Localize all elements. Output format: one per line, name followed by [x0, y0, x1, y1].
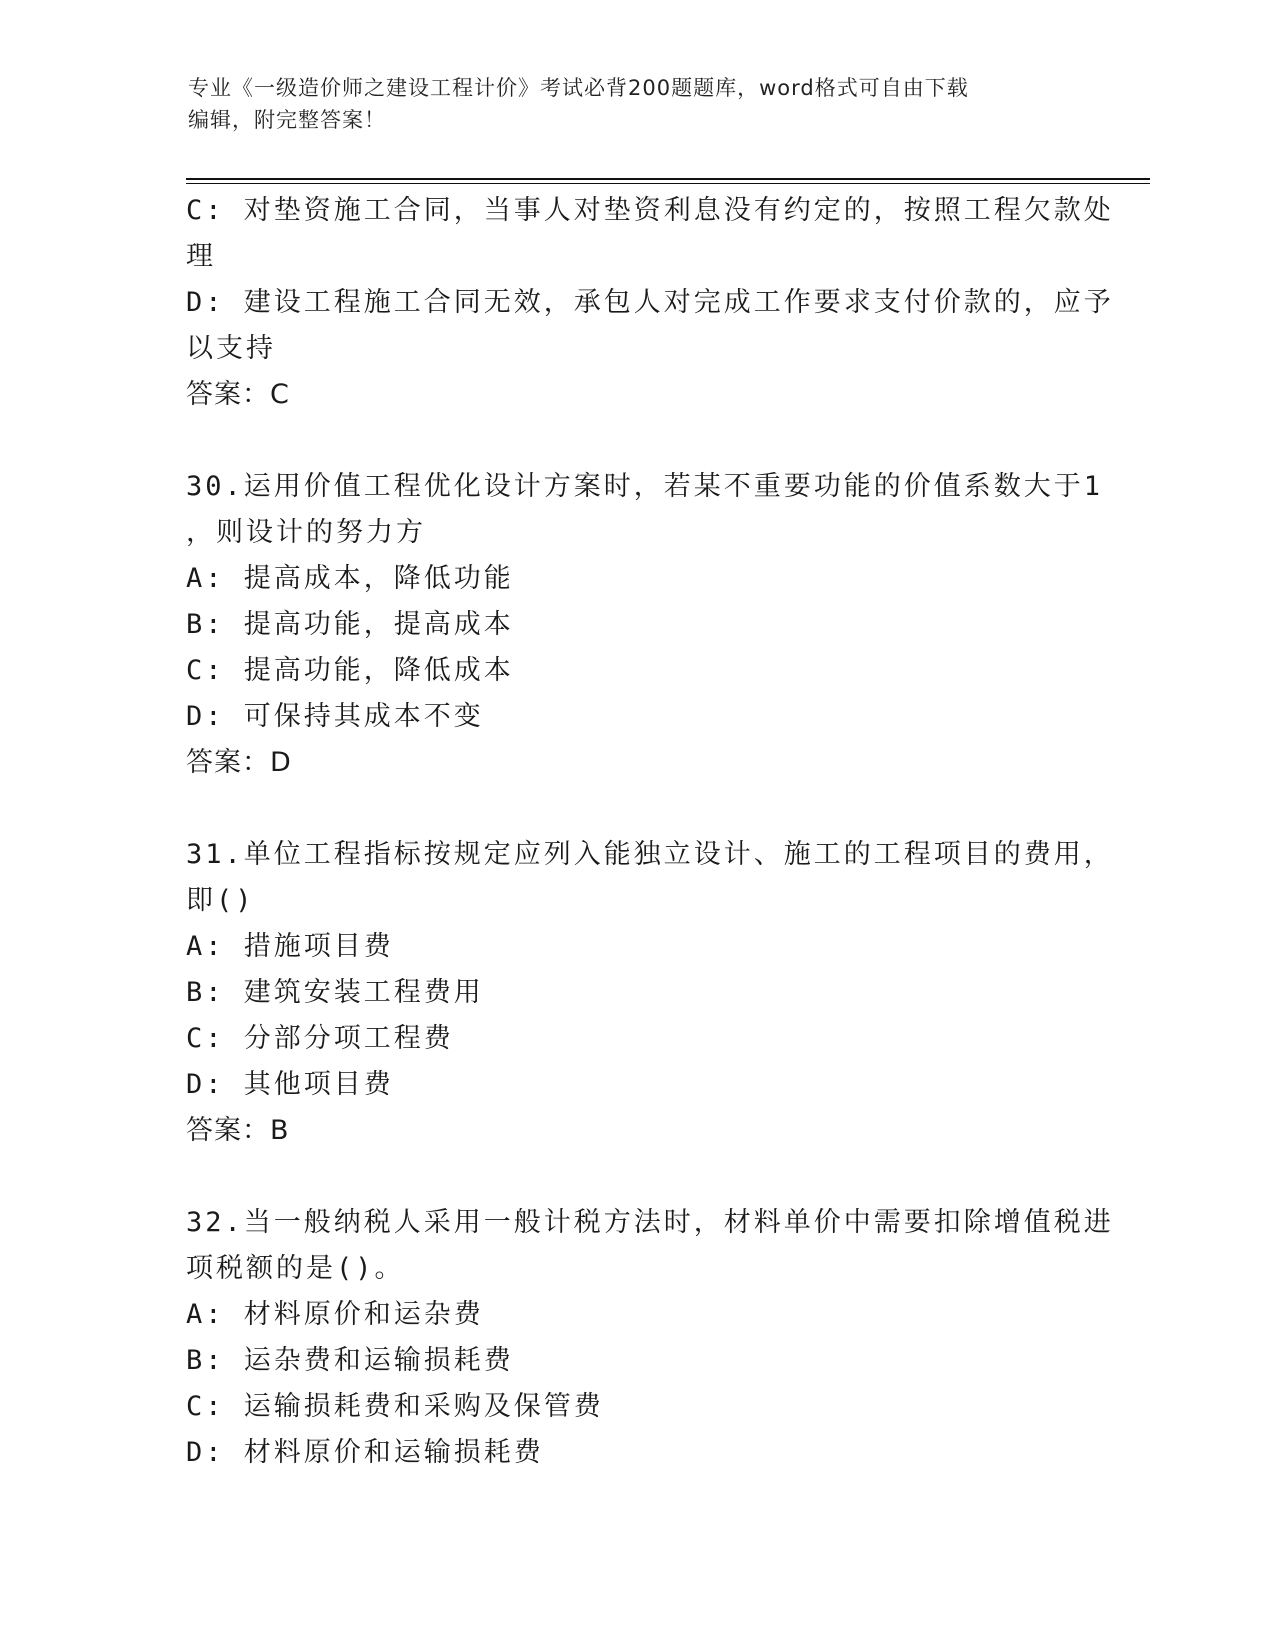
- option-a: [186, 924, 1086, 970]
- question-content: [186, 188, 1114, 1476]
- header-divider-thick: [186, 178, 1150, 180]
- option-text: 提高功能，提高成本: [243, 609, 514, 640]
- option-c: [186, 648, 1086, 694]
- document-header: [188, 72, 1088, 136]
- option-text: 运输损耗费和采购及保管费: [243, 1391, 604, 1422]
- question-31: [186, 832, 1114, 1154]
- option-letter: A:: [186, 1299, 225, 1330]
- option-text: 分部分项工程费: [243, 1023, 454, 1054]
- option-letter: B:: [186, 609, 225, 640]
- option-text: 提高成本，降低功能: [243, 563, 514, 594]
- option-d: [186, 1430, 1086, 1476]
- option-letter: A:: [186, 563, 225, 594]
- header-line-1: 专业《一级造价师之建设工程计价》考试必背200题题库，word格式可自由下载: [188, 76, 969, 100]
- answer-label: 答案：: [186, 1115, 270, 1146]
- option-text-continued: 以支持: [186, 333, 276, 364]
- spacer: [186, 786, 1086, 832]
- option-text: 建筑安装工程费用: [243, 977, 484, 1008]
- option-text: 措施项目费: [243, 931, 394, 962]
- question-30: [186, 464, 1104, 786]
- option-text: 其他项目费: [243, 1069, 394, 1100]
- option-d: [186, 694, 1086, 740]
- answer-value: C: [270, 379, 290, 410]
- option-letter: B:: [186, 1345, 225, 1376]
- option-a: [186, 556, 1086, 602]
- question-stem-continued: ，则设计的努力方: [186, 517, 426, 548]
- option-text: 提高功能，降低成本: [243, 655, 514, 686]
- option-b: [186, 970, 1086, 1016]
- option-text: 可保持其成本不变: [243, 701, 484, 732]
- option-text: 材料原价和运杂费: [243, 1299, 484, 1330]
- question-stem: 30.运用价值工程优化设计方案时，若某不重要功能的价值系数大于1: [186, 471, 1104, 502]
- option-letter: D:: [186, 287, 225, 318]
- option-text: 运杂费和运输损耗费: [243, 1345, 514, 1376]
- answer-value: D: [270, 747, 292, 778]
- option-letter: D:: [186, 1069, 225, 1100]
- spacer: [186, 1154, 1086, 1200]
- option-d: [186, 1062, 1086, 1108]
- option-text: 材料原价和运输损耗费: [243, 1437, 544, 1468]
- question-stem: 32.当一般纳税人采用一般计税方法时，材料单价中需要扣除增值税进: [186, 1207, 1114, 1238]
- answer-line: [186, 1108, 1086, 1154]
- option-letter: C:: [186, 655, 225, 686]
- option-letter: D:: [186, 1437, 225, 1468]
- option-text: 对垫资施工合同，当事人对垫资利息没有约定的，按照工程欠款处: [243, 195, 1114, 226]
- option-c: [186, 1016, 1086, 1062]
- option-b: [186, 602, 1086, 648]
- answer-label: 答案：: [186, 379, 270, 410]
- option-letter: A:: [186, 931, 225, 962]
- option-c: [186, 1384, 1086, 1430]
- option-text: 建设工程施工合同无效，承包人对完成工作要求支付价款的，应予: [243, 287, 1114, 318]
- answer-value: B: [270, 1115, 290, 1146]
- option-c: [186, 188, 1114, 280]
- option-d: [186, 280, 1114, 372]
- option-letter: B:: [186, 977, 225, 1008]
- answer-line: [186, 372, 1086, 418]
- spacer: [186, 418, 1086, 464]
- answer-line: [186, 740, 1086, 786]
- question-fragment: [186, 188, 1114, 418]
- option-letter: C:: [186, 195, 225, 226]
- option-letter: C:: [186, 1391, 225, 1422]
- option-letter: D:: [186, 701, 225, 732]
- answer-label: 答案：: [186, 747, 270, 778]
- question-stem: 31.单位工程指标按规定应列入能独立设计、施工的工程项目的费用，: [186, 839, 1114, 870]
- option-letter: C:: [186, 1023, 225, 1054]
- option-b: [186, 1338, 1086, 1384]
- option-a: [186, 1292, 1086, 1338]
- question-32: [186, 1200, 1114, 1476]
- question-stem-continued: 即(): [186, 885, 255, 916]
- question-stem-continued: 项税额的是()。: [186, 1253, 405, 1284]
- header-divider-thin: [186, 183, 1150, 184]
- header-line-2: 编辑，附完整答案！: [188, 108, 386, 132]
- option-text-continued: 理: [186, 241, 216, 272]
